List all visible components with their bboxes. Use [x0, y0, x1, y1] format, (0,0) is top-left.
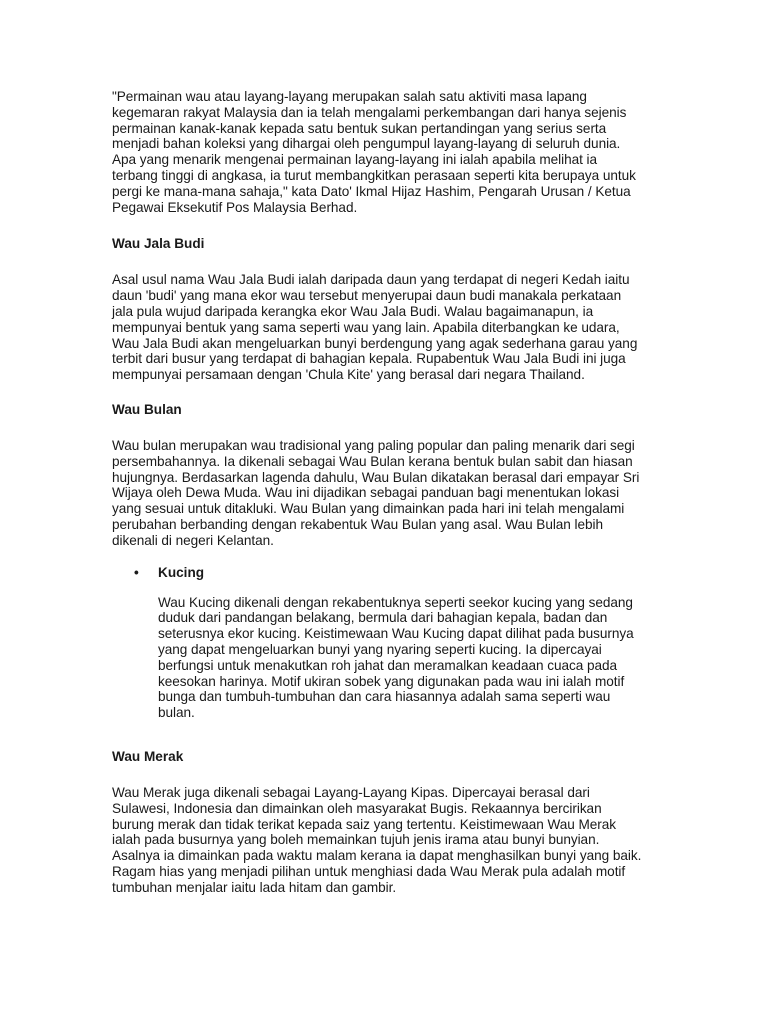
paragraph-wau-merak: Wau Merak juga dikenali sebagai Layang-Layang Kipas. Dipercayai berasal dari Sulawesi, Indonesia dan dimainkan oleh masyarakat Bugis. Rekaannya bercirikan burung merak dan tidak terikat kepada saiz yang tertentu. Keistimewaan Wau Merak ialah pada busurnya yang boleh memainkan tujuh jenis irama atau bunyi bunyian. Asalnya ia dimainkan pada waktu malam kerana ia dapat menghasilkan bunyi yang baik. Ragam hias yang menjadi pilihan untuk menghiasi dada Wau Merak pula adalah motif tumbuhan menjalar iaitu lada hitam dan gambir. [112, 784, 642, 895]
heading-wau-bulan: Wau Bulan [112, 401, 182, 417]
paragraph-wau-jala-budi: Asal usul nama Wau Jala Budi ialah daripada daun yang terdapat di negeri Kedah iaitu daun 'budi' yang mana ekor wau tersebut menyerupai daun budi manakala perkataan jala pula wujud daripada kerangka ekor Wau Jala Budi. Walau bagaimanapun, ia mempunyai bentuk yang sama seperti wau yang lain. Apabila diterbangkan ke udara, Wau Jala Budi akan mengeluarkan bunyi berdengung yang agak sederhana garau yang terbit dari busur yang terdapat di bahagian kepala. Rupabentuk Wau Jala Budi ini juga mempunyai persamaan dengan 'Chula Kite' yang berasal dari negara Thailand. [112, 272, 638, 383]
bullet-item-kucing [134, 565, 660, 581]
bullet-marker: • [134, 564, 139, 580]
document-page [112, 89, 660, 895]
heading-wau-jala-budi: Wau Jala Budi [112, 236, 205, 252]
heading-kucing: Kucing [158, 564, 205, 580]
heading-wau-merak: Wau Merak [112, 748, 184, 764]
intro-paragraph: "Permainan wau atau layang-layang merupakan salah satu aktiviti masa lapang kegemaran rakyat Malaysia dan ia telah mengalami perkembangan dari hanya sejenis permainan kanak-kanak kepada satu bentuk sukan pertandingan yang serius serta menjadi bahan koleksi yang dihargai oleh pengumpul layang-layang di seluruh dunia. Apa yang menarik mengenai permainan layang-layang ini ialah apabila melihat ia terbang tinggi di angkasa, ia turut membangkitkan perasaan seperti kita berupaya untuk pergi ke mana-mana sahaja," kata Dato' Ikmal Hijaz Hashim, Pengarah Urusan / Ketua Pegawai Eksekutif Pos Malaysia Berhad. [112, 89, 636, 215]
paragraph-wau-bulan: Wau bulan merupakan wau tradisional yang paling popular dan paling menarik dari segi persembahannya. Ia dikenali sebagai Wau Bulan kerana bentuk bulan sabit dan hiasan hujungnya. Berdasarkan lagenda dahulu, Wau Bulan dikatakan berasal dari empayar Sri Wijaya oleh Dewa Muda. Wau ini dijadikan sebagai panduan bagi menentukan lokasi yang sesuai untuk ditakluki. Wau Bulan yang dimainkan pada hari ini telah mengalami perubahan berbanding dengan rekabentuk Wau Bulan yang asal. Wau Bulan lebih dikenali di negeri Kelantan. [112, 437, 640, 548]
paragraph-kucing: Wau Kucing dikenali dengan rekabentuknya seperti seekor kucing yang sedang duduk dari pandangan belakang, bermula dari bahagian kepala, badan dan seterusnya ekor kucing. Keistimewaan Wau Kucing dapat dilihat pada busurnya yang dapat mengeluarkan bunyi yang nyaring seperti kucing. Ia dipercayai berfungsi untuk menakutkan roh jahat dan meramalkan keadaan cuaca pada keesokan harinya. Motif ukiran sobek yang digunakan pada wau ini ialah motif bunga dan tumbuh-tumbuhan dan cara hiasannya adalah sama seperti wau bulan. [158, 594, 634, 721]
